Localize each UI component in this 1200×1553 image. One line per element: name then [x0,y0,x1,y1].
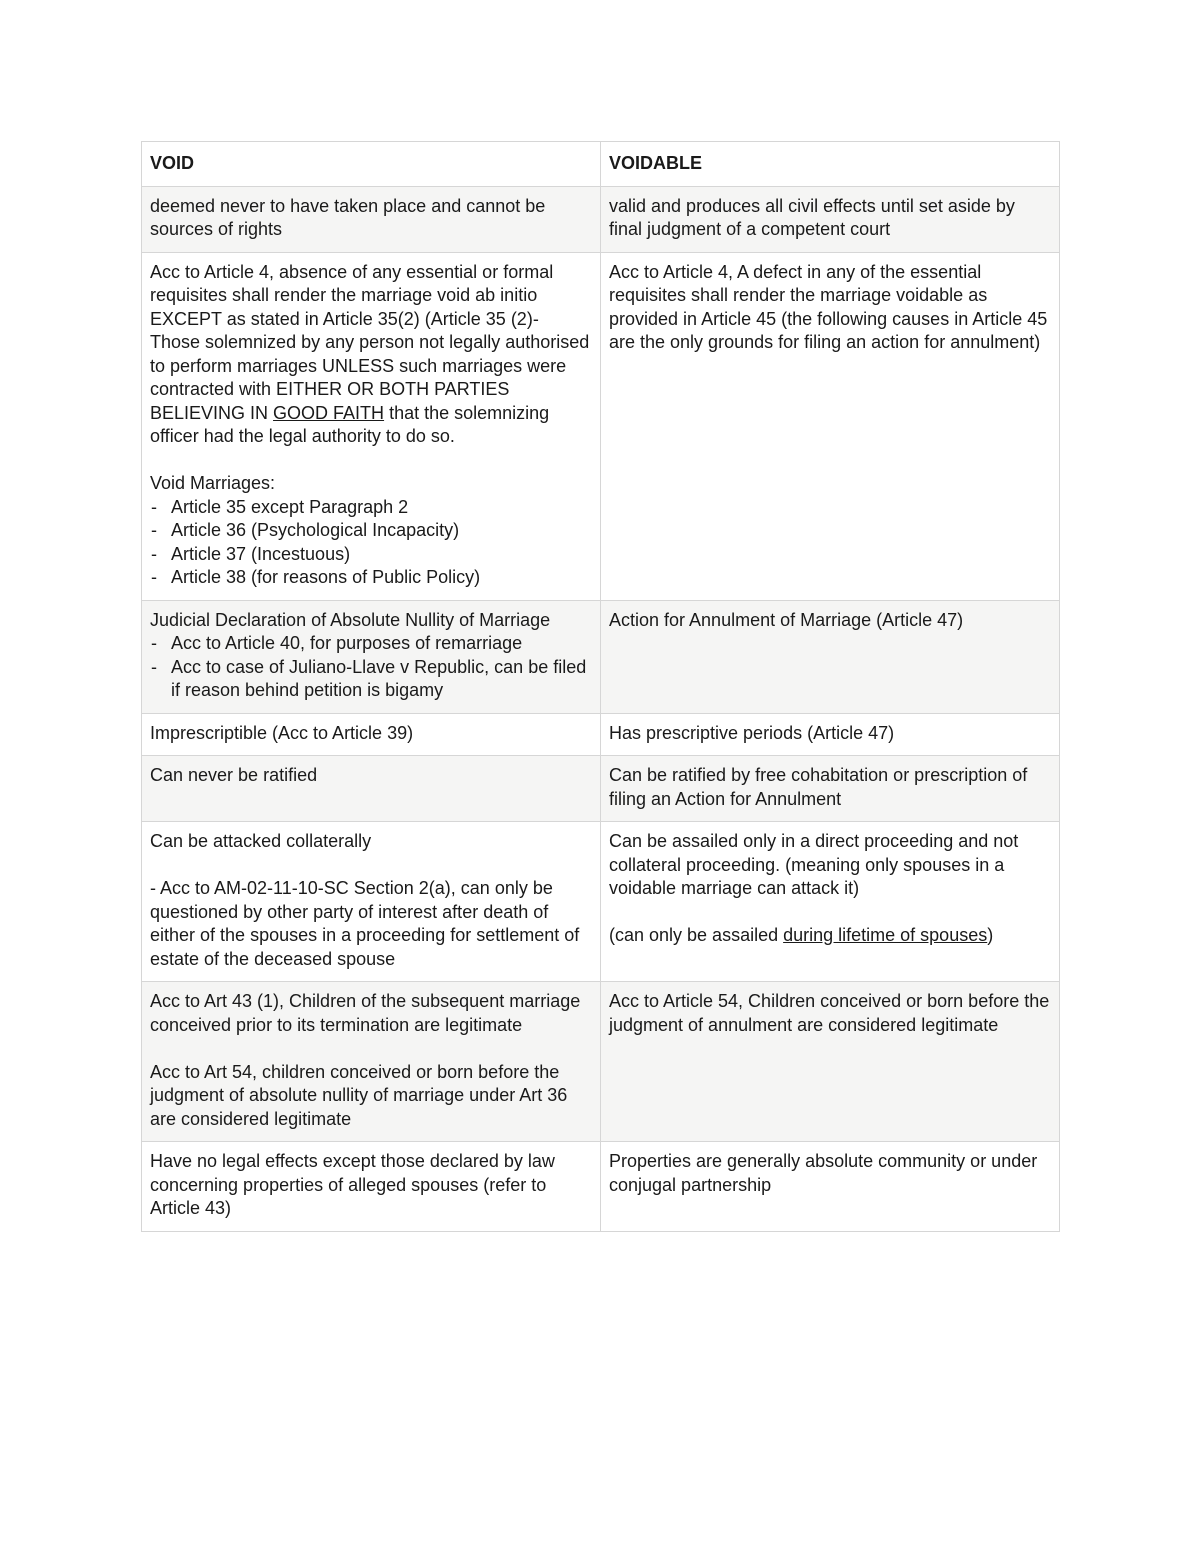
cell-void-prescription: Imprescriptible (Acc to Article 39) [142,713,601,756]
lifetime-underlined: during lifetime of spouses [783,925,988,945]
cell-voidable-effect: valid and produces all civil effects until set aside by final judgment of a competent court [601,186,1060,252]
table-header-row [142,142,1060,187]
void-action-title: Judicial Declaration of Absolute Nullity of Marriage [150,609,551,630]
cell-voidable-requisites: Acc to Article 4, A defect in any of the essential requisites shall render the marriage voidable as provided in Article 45 (the following causes in Article 45 are the only grounds for filing an action for annulment) [601,252,1060,600]
cell-voidable-children: Acc to Article 54, Children conceived or born before the judgment of annulment are considered legitimate [601,982,1060,1142]
table-row [142,1142,1060,1232]
cell-voidable-ratification: Can be ratified by free cohabitation or prescription of filing an Action for Annulment [601,756,1060,822]
cell-voidable-properties: Properties are generally absolute community or under conjugal partnership [601,1142,1060,1232]
cell-void-attack: Can be attacked collaterally - Acc to AM-02-11-10-SC Section 2(a), can only be questioned by other party of interest after death of either of the spouses in a proceeding for settlement of estate of the deceased spouse [142,822,601,982]
void-article4-paragraph: Acc to Article 4, absence of any essential or formal requisites shall render the marriage void ab initio EXCEPT as stated in Article 35(2) (Article 35 (2)- Those solemnized by any person not legally authorised to perform marriages UNLESS such marriages were contracted with EITHER OR BOTH PARTIES BELIEVING IN GOOD FAITH that the solemnizing officer had the legal authority to do so. [150,261,590,446]
void-voidable-comparison-table [141,141,1060,1232]
list-item: - Article 35 except Paragraph 2 [150,496,592,520]
cell-void-properties: Have no legal effects except those declared by law concerning properties of alleged spouses (refer to Article 43) [142,1142,601,1232]
list-item: - Acc to case of Juliano-Llave v Republic, can be filed if reason behind petition is bigamy [150,656,592,703]
cell-void-children: Acc to Art 43 (1), Children of the subsequent marriage conceived prior to its termination are legitimate Acc to Art 54, children conceived or born before the judgment of absolute nullity of marriage under Art 36 are considered legitimate [142,982,601,1142]
table-row [142,713,1060,756]
void-marriages-list [150,496,592,590]
cell-voidable-prescription: Has prescriptive periods (Article 47) [601,713,1060,756]
cell-void-requisites [142,252,601,600]
table-row [142,186,1060,252]
cell-void-action [142,600,601,713]
cell-void-effect: deemed never to have taken place and cannot be sources of rights [142,186,601,252]
cell-void-ratification: Can never be ratified [142,756,601,822]
cell-voidable-attack: Can be assailed only in a direct proceeding and not collateral proceeding. (meaning only spouses in a voidable marriage can attack it) (can only be assailed during lifetime of spouses) [601,822,1060,982]
list-item: - Acc to Article 40, for purposes of remarriage [150,632,592,656]
header-void: VOID [142,142,601,187]
header-voidable: VOIDABLE [601,142,1060,187]
table-row [142,252,1060,600]
table-row [142,822,1060,982]
table-row [142,600,1060,713]
void-marriages-title: Void Marriages: [150,473,276,493]
list-item: - Article 36 (Psychological Incapacity) [150,519,592,543]
void-action-list [150,632,592,703]
table-row [142,756,1060,822]
table-row [142,982,1060,1142]
good-faith-underlined: GOOD FAITH [273,402,385,423]
list-item: - Article 37 (Incestuous) [150,543,592,567]
list-item: - Article 38 (for reasons of Public Policy) [150,566,592,590]
cell-voidable-action: Action for Annulment of Marriage (Article 47) [601,600,1060,713]
